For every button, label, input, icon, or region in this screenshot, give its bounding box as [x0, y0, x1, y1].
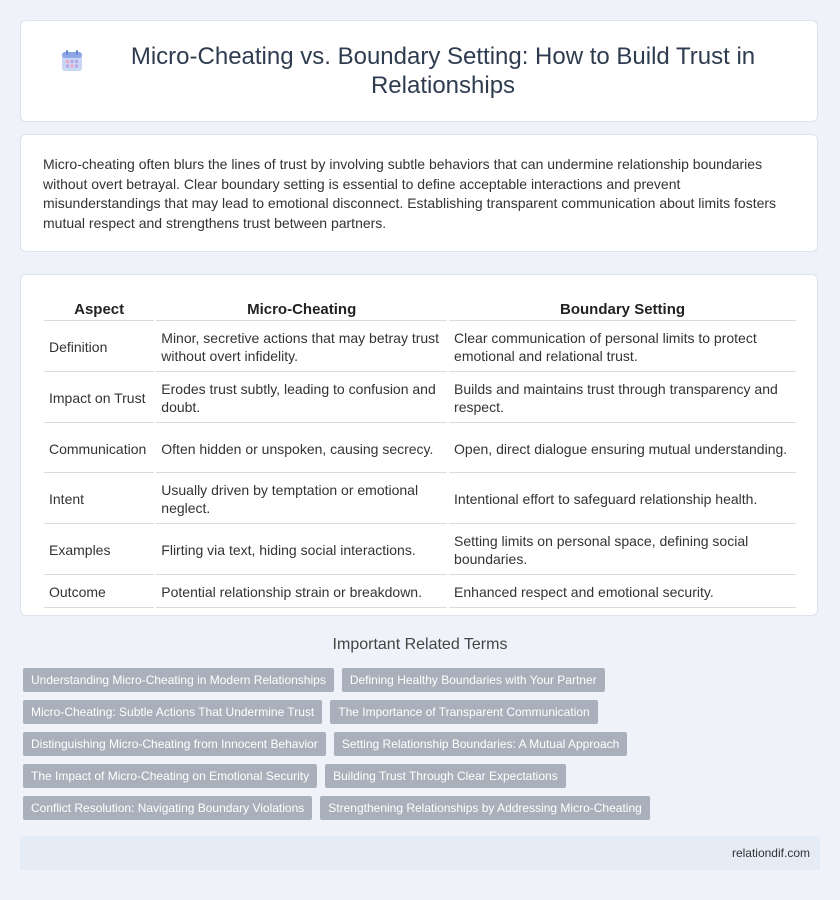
- related-term-link[interactable]: The Importance of Transparent Communication: [330, 700, 597, 724]
- table-row: [44, 323, 796, 372]
- aspect-cell: Examples: [44, 526, 154, 575]
- page-title: Micro-Cheating vs. Boundary Setting: How to Build Trust in Relationships: [130, 43, 756, 99]
- column-header-micro-cheating: Micro-Cheating: [156, 297, 447, 321]
- related-term-link[interactable]: Setting Relationship Boundaries: A Mutual Approach: [334, 732, 628, 756]
- table-header-row: [44, 297, 796, 321]
- boundary-setting-cell: Clear communication of personal limits to protect emotional and relational trust.: [449, 323, 796, 372]
- boundary-setting-cell: Builds and maintains trust through transparency and respect.: [449, 374, 796, 423]
- aspect-cell: Impact on Trust: [44, 374, 154, 423]
- related-term-link[interactable]: Understanding Micro-Cheating in Modern Relationships: [23, 668, 334, 692]
- micro-cheating-cell: Often hidden or unspoken, causing secrecy.: [156, 425, 447, 473]
- micro-cheating-cell: Usually driven by temptation or emotional neglect.: [156, 475, 447, 524]
- calendar-icon: [59, 48, 85, 74]
- micro-cheating-cell: Minor, secretive actions that may betray trust without overt infidelity.: [156, 323, 447, 372]
- related-term-link[interactable]: Defining Healthy Boundaries with Your Partner: [342, 668, 605, 692]
- table-row: [44, 475, 796, 524]
- micro-cheating-cell: Potential relationship strain or breakdown.: [156, 577, 447, 608]
- related-term-link[interactable]: Distinguishing Micro-Cheating from Innocent Behavior: [23, 732, 326, 756]
- header-card: [20, 20, 818, 122]
- table-row: [44, 526, 796, 575]
- boundary-setting-cell: Setting limits on personal space, defining social boundaries.: [449, 526, 796, 575]
- related-term-link[interactable]: The Impact of Micro-Cheating on Emotional Security: [23, 764, 317, 788]
- related-terms-list: [23, 668, 823, 828]
- micro-cheating-cell: Erodes trust subtly, leading to confusion and doubt.: [156, 374, 447, 423]
- micro-cheating-cell: Flirting via text, hiding social interactions.: [156, 526, 447, 575]
- aspect-cell: Intent: [44, 475, 154, 524]
- footer-site-link[interactable]: relationdif.com: [731, 846, 810, 860]
- column-header-aspect: Aspect: [44, 297, 154, 321]
- aspect-cell: Communication: [44, 425, 154, 473]
- related-term-link[interactable]: Strengthening Relationships by Addressing Micro-Cheating: [320, 796, 650, 820]
- boundary-setting-cell: Intentional effort to safeguard relationship health.: [449, 475, 796, 524]
- table-row: [44, 374, 796, 423]
- boundary-setting-cell: Open, direct dialogue ensuring mutual understanding.: [449, 425, 796, 473]
- column-header-boundary-setting: Boundary Setting: [449, 297, 796, 321]
- table-row: [44, 425, 796, 473]
- related-term-link[interactable]: Micro-Cheating: Subtle Actions That Undermine Trust: [23, 700, 322, 724]
- table-row: [44, 577, 796, 608]
- footer: [20, 836, 820, 870]
- intro-card: [20, 134, 818, 252]
- aspect-cell: Definition: [44, 323, 154, 372]
- aspect-cell: Outcome: [44, 577, 154, 608]
- related-term-link[interactable]: Conflict Resolution: Navigating Boundary Violations: [23, 796, 312, 820]
- comparison-card: [20, 274, 818, 616]
- boundary-setting-cell: Enhanced respect and emotional security.: [449, 577, 796, 608]
- related-terms-heading: Important Related Terms: [332, 636, 508, 653]
- related-term-link[interactable]: Building Trust Through Clear Expectations: [325, 764, 566, 788]
- comparison-table: [42, 295, 798, 610]
- intro-text: Micro-cheating often blurs the lines of trust by involving subtle behaviors that can undermine relationship boundaries without overt betrayal. Clear boundary setting is essential to define acceptable interactions and prevent misunderstandings that may lead to emotional disconnect. Establishing transparent communication about limits fosters mutual respect and strengthens trust between partners.: [43, 156, 777, 231]
